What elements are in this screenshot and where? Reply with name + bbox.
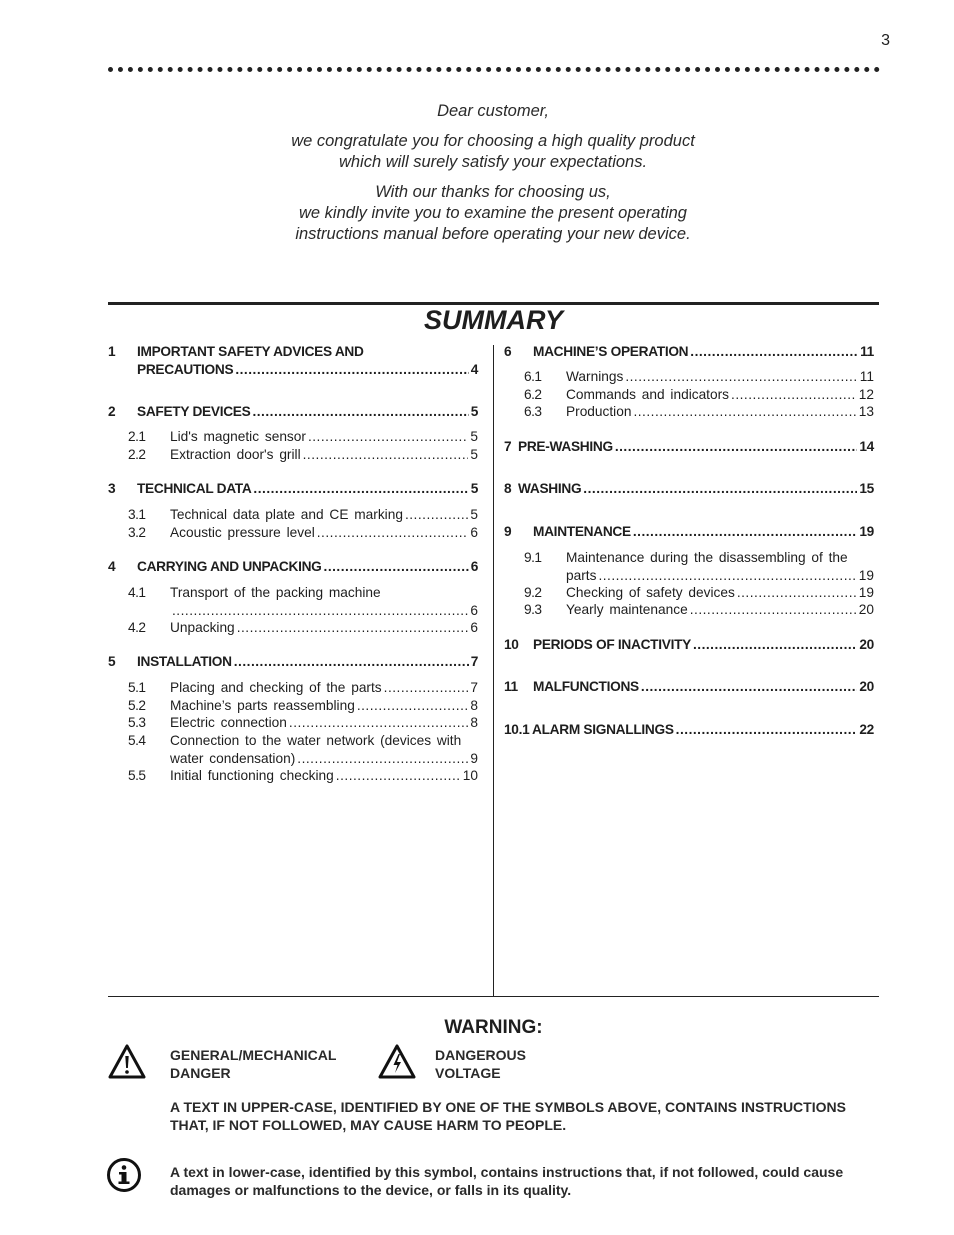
general-danger-label: GENERAL/MECHANICAL DANGER <box>170 1047 337 1081</box>
intro-letter <box>180 101 806 254</box>
dotted-divider <box>108 67 880 72</box>
intro-paragraph-2: With our thanks for choosing us, we kindly invite you to examine the present operating instructions manual before operating your new device. <box>295 183 691 243</box>
column-divider <box>493 345 494 996</box>
page-number: 3 <box>881 32 890 49</box>
summary-bottom-rule <box>108 996 879 997</box>
uppercase-warning-note: A TEXT IN UPPER-CASE, IDENTIFIED BY ONE OF THE SYMBOLS ABOVE, CONTAINS INSTRUCTIONS THAT, IF NOT FOLLOWED, MAY CAUSE HARM TO PEOPLE. <box>170 1099 846 1133</box>
voltage-icon <box>377 1043 417 1080</box>
voltage-label: DANGEROUS VOLTAGE <box>435 1047 527 1081</box>
lowercase-info-note: A text in lower-case, identified by this symbol, contains instructions that, if not followed, could cause damages or malfunctions to the device, or falls in its quality. <box>170 1164 844 1198</box>
intro-greeting: Dear customer, <box>437 102 549 120</box>
general-danger-icon <box>107 1043 147 1080</box>
info-icon <box>106 1157 142 1193</box>
intro-paragraph-1: we congratulate you for choosing a high quality product which will surely satisfy your expectations. <box>291 132 695 171</box>
warning-title: WARNING: <box>444 1017 543 1038</box>
summary-title: SUMMARY <box>423 305 563 335</box>
